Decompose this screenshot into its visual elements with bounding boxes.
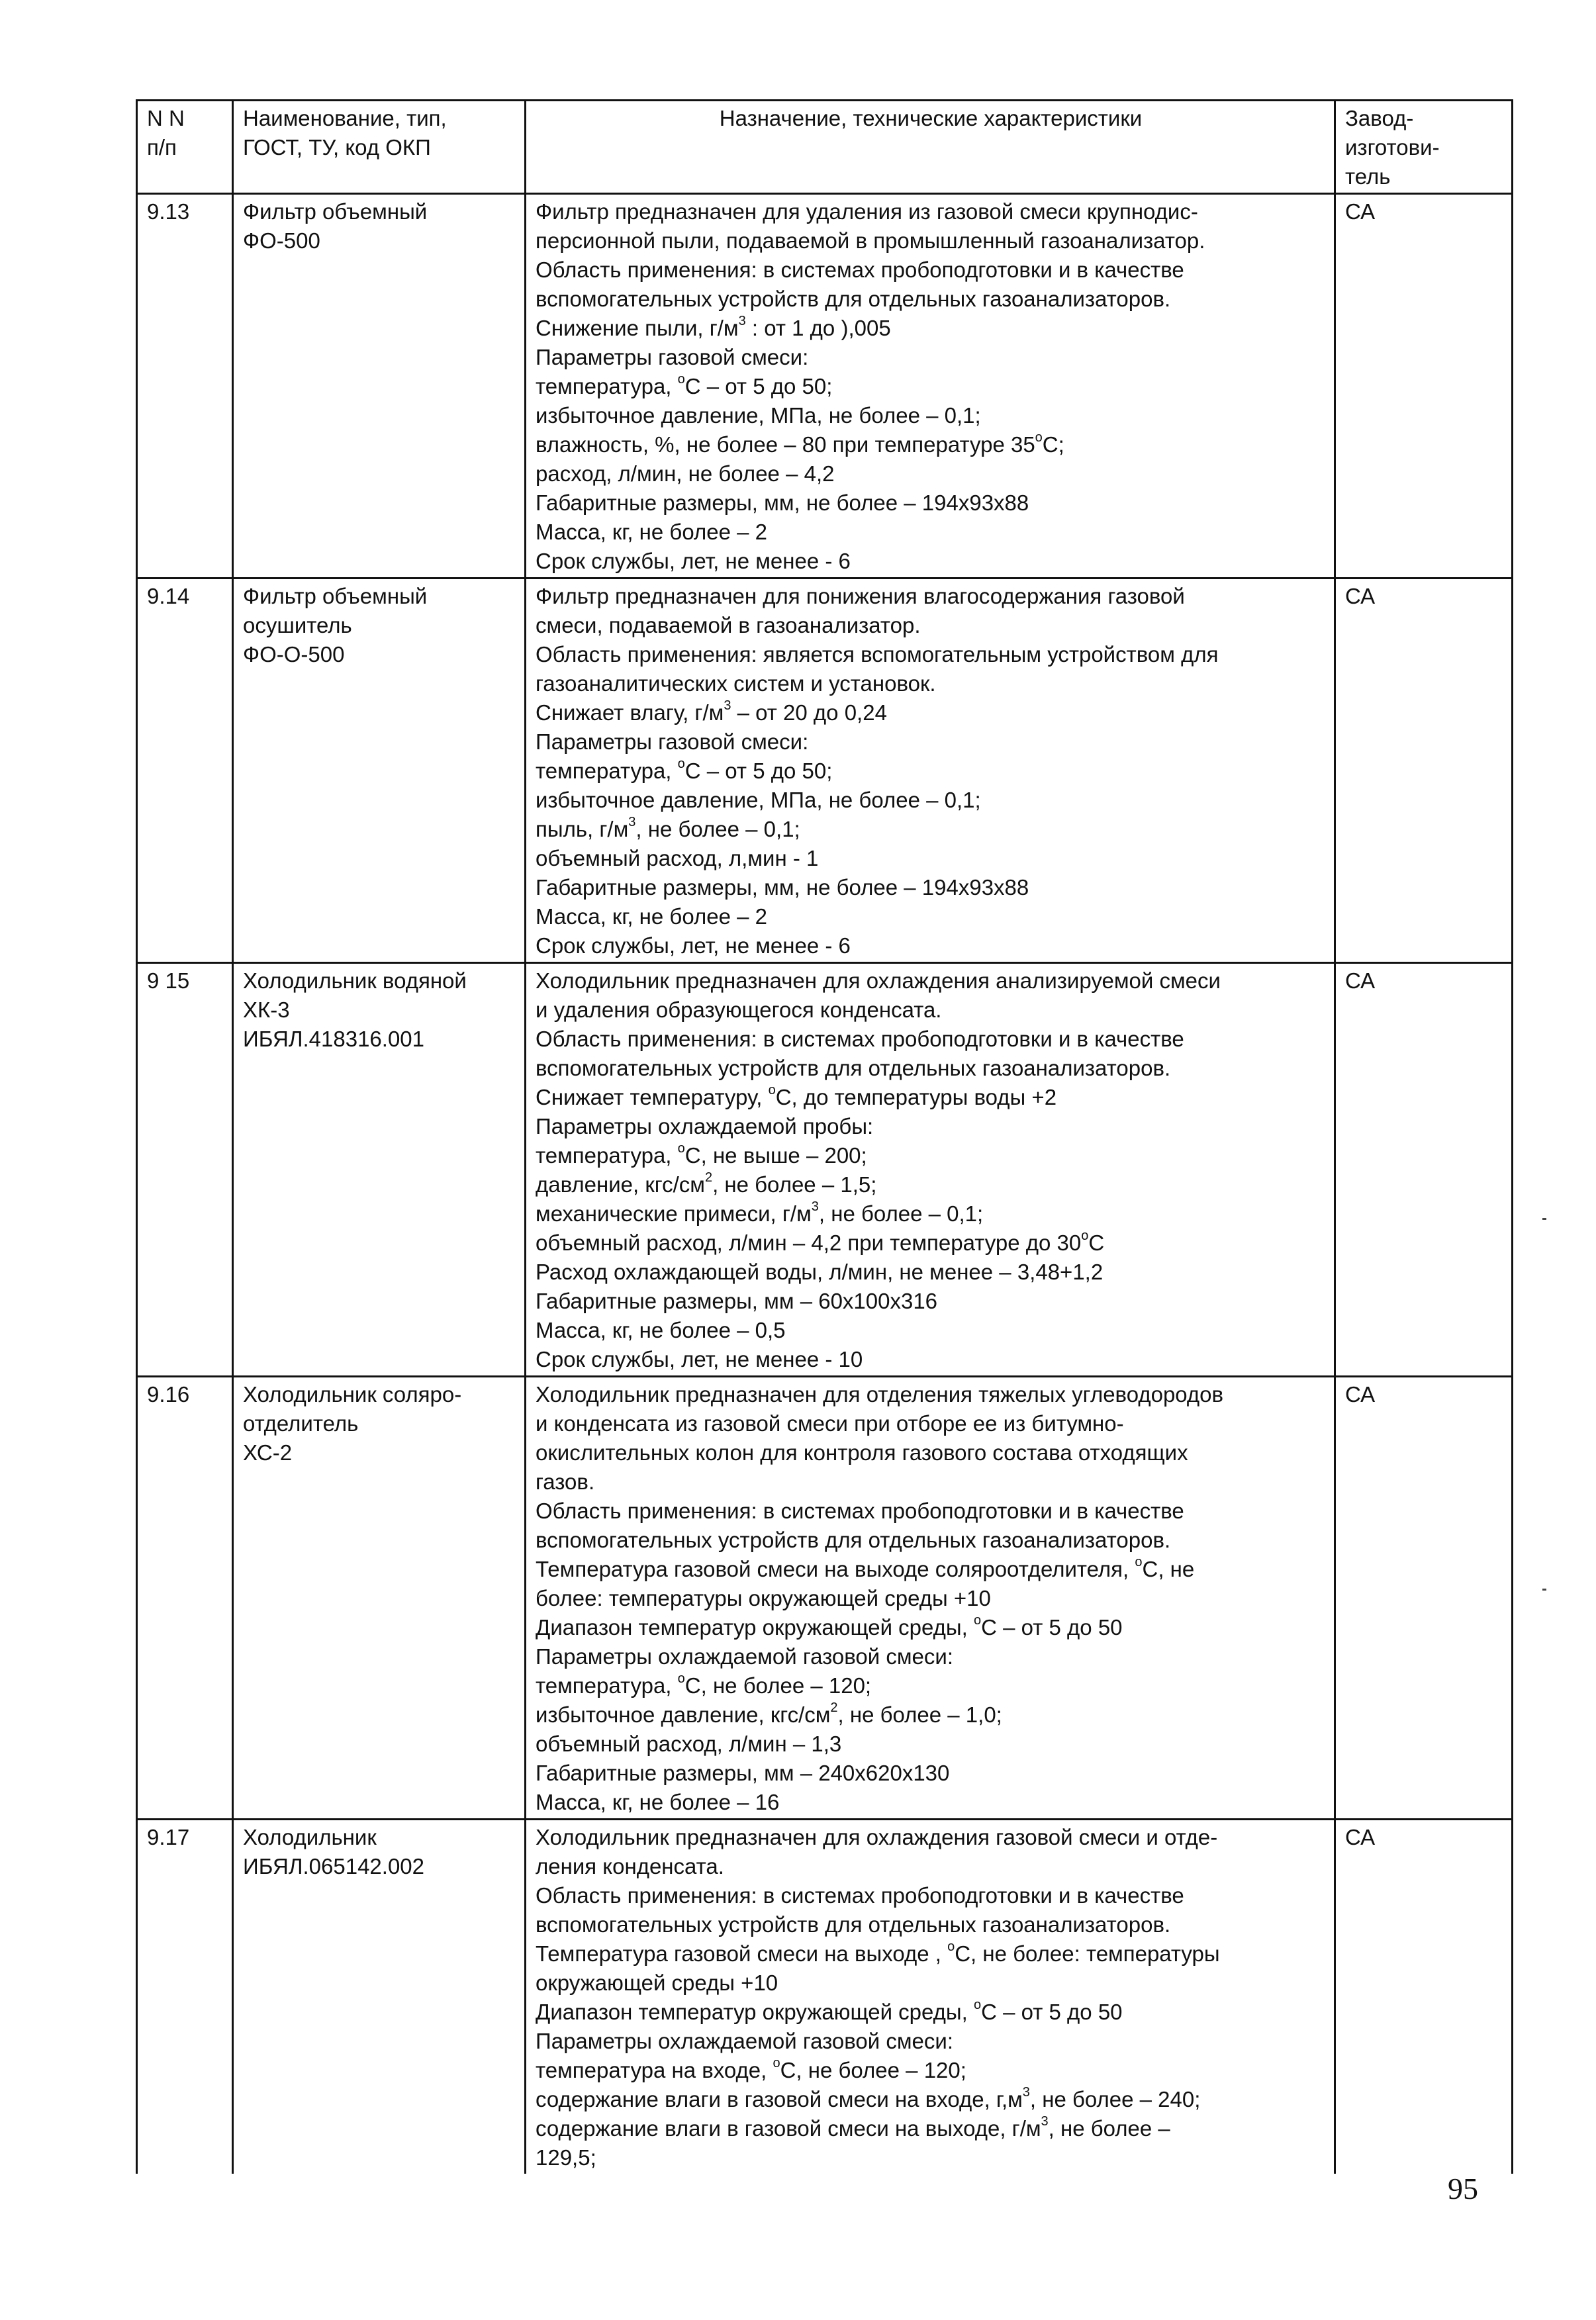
description-line: пыль, $г/м^3$, не более – 0,1; [536,815,800,841]
description-line: Срок службы, лет, не менее - 6 [536,933,851,958]
item-name-line: Холодильник [243,1825,377,1849]
description-line: Холодильник предназначен для отделения тяжелых углеводородов [536,1382,1224,1407]
description-line: Параметры охлаждаемой пробы: [536,1114,874,1138]
manufacturer-code: СА [1345,584,1376,608]
item-name-line: ХК-3 [243,998,290,1022]
description-line: избыточное давление, МПа, не более – 0,1; [536,403,981,428]
header-manufacturer-cell [1335,101,1513,194]
description-line: вспомогательных устройств для отдельных газоанализаторов. [536,1056,1171,1080]
description-line: вспомогательных устройств для отдельных газоанализаторов. [536,1912,1171,1937]
item-number-cell [137,963,233,1377]
manufacturer-cell [1335,1377,1513,1820]
description-line: газоаналитических систем и установок. [536,671,936,696]
item-number: 9.14 [147,584,190,608]
item-number-cell [137,579,233,963]
description-line: объемный расход, л,мин - 1 [536,846,819,870]
description-line: Габаритные размеры, мм – 60х100х316 [536,1289,938,1313]
description-line: Температура газовой смеси на выходе , $^o$С, не более: температуры [536,1939,1220,1966]
description-line: содержание влаги в газовой смеси на выходе, $г/м^3$, не более – [536,2114,1170,2141]
description-line: Параметры газовой смеси: [536,729,809,754]
description-line: объемный расход, л/мин – 4,2 при температуре до 30$^o$С [536,1229,1105,1255]
description-line: механические примеси, $г/м^3$, не более – 0,1; [536,1199,984,1226]
item-name-line: ИБЯЛ.065142.002 [243,1854,425,1879]
description-line: давление, кгс/$см^2$, не более – 1,5; [536,1170,877,1197]
description-line: избыточное давление, МПа, не более – 0,1; [536,788,981,812]
description-line: Фильтр предназначен для удаления из газовой смеси крупнодис- [536,199,1198,224]
description-line: вспомогательных устройств для отдельных газоанализаторов. [536,1528,1171,1552]
manufacturer-cell [1335,1820,1513,2174]
description-line: температура, $^o$С – от 5 до 50; [536,372,833,398]
description-line: Область применения: в системах пробоподготовки и в качестве [536,1499,1184,1523]
item-name-cell [233,194,526,579]
header-text: изготови- [1345,135,1440,160]
description-line: расход, л/мин, не более – 4,2 [536,461,835,486]
header-text: Назначение, технические характеристики [719,106,1143,130]
item-name-line: ФО-О-500 [243,642,345,667]
item-name-cell [233,1377,526,1820]
description-line: температура, $^o$С, не более – 120; [536,1671,872,1698]
item-number: 9.17 [147,1825,190,1849]
description-line: температура на входе, $^o$С, не более – 120; [536,2056,966,2082]
header-name-cell [233,101,526,194]
table-row [137,1377,1513,1820]
page-number: 95 [1448,2172,1478,2205]
header-text: Завод- [1345,106,1414,130]
item-name-line: Фильтр объемный [243,199,428,224]
description-line: температура, $^o$С – от 5 до 50; [536,757,833,783]
description-line: ления конденсата. [536,1854,724,1879]
item-number-cell [137,1820,233,2174]
description-line: смеси, подаваемой в газоанализатор. [536,613,921,637]
description-line: Масса, кг, не более – 2 [536,520,767,544]
item-name-line: осушитель [243,613,352,637]
description-line: Габаритные размеры, мм – 240х620х130 [536,1761,950,1785]
description-line: и удаления образующегося конденсата. [536,998,942,1022]
header-text: п/п [147,135,177,160]
item-name-cell [233,579,526,963]
table-body [137,194,1513,2174]
description-line: и конденсата из газовой смеси при отборе ее из битумно- [536,1411,1124,1436]
description-line: Срок службы, лет, не менее - 10 [536,1347,863,1371]
header-text: тель [1345,164,1391,189]
item-name-line: Холодильник водяной [243,968,467,993]
header-description-cell [526,101,1335,194]
table-row [137,1820,1513,2174]
item-name-line: Фильтр объемный [243,584,428,608]
description-line: Снижение пыли, $г/м^3$ : от 1 до ),005 [536,314,891,340]
description-line: Область применения: в системах пробоподготовки и в качестве [536,1027,1184,1051]
description-line: Масса, кг, не более – 2 [536,904,767,929]
table-row [137,963,1513,1377]
manufacturer-cell [1335,963,1513,1377]
description-line: объемный расход, л/мин – 1,3 [536,1732,842,1756]
scan-mark [1542,1589,1546,1591]
manufacturer-code: СА [1345,968,1376,993]
manufacturer-code: СА [1345,1382,1376,1407]
header-text: ГОСТ, ТУ, код ОКП [243,135,431,160]
description-line: Диапазон температур окружающей среды, $^o$С – от 5 до 50 [536,1998,1123,2024]
item-name-line: ФО-500 [243,228,320,253]
description-line: Масса, кг, не более – 0,5 [536,1318,786,1342]
manufacturer-code: СА [1345,1825,1376,1849]
header-number-cell [137,101,233,194]
description-line: Холодильник предназначен для охлаждения газовой смеси и отде- [536,1825,1218,1849]
description-line: избыточное давление, кгс/$см^2$, не более – 1,0; [536,1700,1002,1727]
description-line: Габаритные размеры, мм, не более – 194х93х88 [536,875,1029,900]
item-name-cell [233,963,526,1377]
description-line: персионной пыли, подаваемой в промышленный газоанализатор. [536,228,1205,253]
item-number: 9.13 [147,199,190,224]
table-header-row [137,101,1513,194]
description-line: окислительных колон для контроля газового состава отходящих [536,1440,1188,1465]
item-name-cell [233,1820,526,2174]
description-line: вспомогательных устройств для отдельных газоанализаторов. [536,287,1171,311]
item-description-cell [526,194,1335,579]
description-line: Параметры охлаждаемой газовой смеси: [536,1644,954,1669]
description-line: Область применения: в системах пробоподготовки и в качестве [536,257,1184,282]
description-line: Холодильник предназначен для охлаждения анализируемой смеси [536,968,1221,993]
description-line: температура, $^o$С, не выше – 200; [536,1141,867,1168]
description-line: содержание влаги в газовой смеси на входе, $г,м^3$, не более – 240; [536,2085,1201,2111]
description-line: более: температуры окружающей среды +10 [536,1586,991,1610]
description-line: Срок службы, лет, не менее - 6 [536,549,851,573]
table-row [137,579,1513,963]
description-line: Снижает влагу, $г/м^3$ – от 20 до 0,24 [536,698,887,725]
description-line: влажность, %, не более – 80 при температуре 35$^o$С; [536,430,1064,457]
header-text: Наименование, тип, [243,106,447,130]
description-line: Температура газовой смеси на выходе соляроотделителя, $^o$С, не [536,1555,1195,1581]
description-line: Габаритные размеры, мм, не более – 194х93х88 [536,490,1029,515]
scan-mark [1542,1218,1546,1220]
description-line: Диапазон температур окружающей среды, $^o$С – от 5 до 50 [536,1613,1123,1640]
item-number: 9.16 [147,1382,190,1407]
header-text: N N [147,106,185,130]
item-name-line: ИБЯЛ.418316.001 [243,1027,425,1051]
description-line: Область применения: является вспомогательным устройством для [536,642,1219,667]
description-line: Расход охлаждающей воды, л/мин, не менее – 3,48+1,2 [536,1260,1103,1284]
description-line: окружающей среды +10 [536,1971,778,1995]
item-name-line: отделитель [243,1411,359,1436]
table-row [137,194,1513,579]
description-line: Параметры газовой смеси: [536,345,809,369]
item-description-cell [526,963,1335,1377]
description-line: газов. [536,1469,595,1494]
item-description-cell [526,1377,1335,1820]
specification-table [136,99,1513,2174]
item-description-cell [526,579,1335,963]
description-line: 129,5; [536,2145,596,2170]
description-line: Область применения: в системах пробоподготовки и в качестве [536,1883,1184,1908]
item-name-line: ХС-2 [243,1440,293,1465]
description-line: Параметры охлаждаемой газовой смеси: [536,2029,954,2053]
item-number-cell [137,194,233,579]
description-line: Фильтр предназначен для понижения влагосодержания газовой [536,584,1185,608]
manufacturer-cell [1335,194,1513,579]
item-description-cell [526,1820,1335,2174]
item-number-cell [137,1377,233,1820]
manufacturer-code: СА [1345,199,1376,224]
item-number: 9 15 [147,968,190,993]
description-line: Масса, кг, не более – 16 [536,1790,780,1814]
description-line: Снижает температуру, $^o$С, до температуры воды +2 [536,1083,1057,1109]
manufacturer-cell [1335,579,1513,963]
item-name-line: Холодильник соляро- [243,1382,462,1407]
